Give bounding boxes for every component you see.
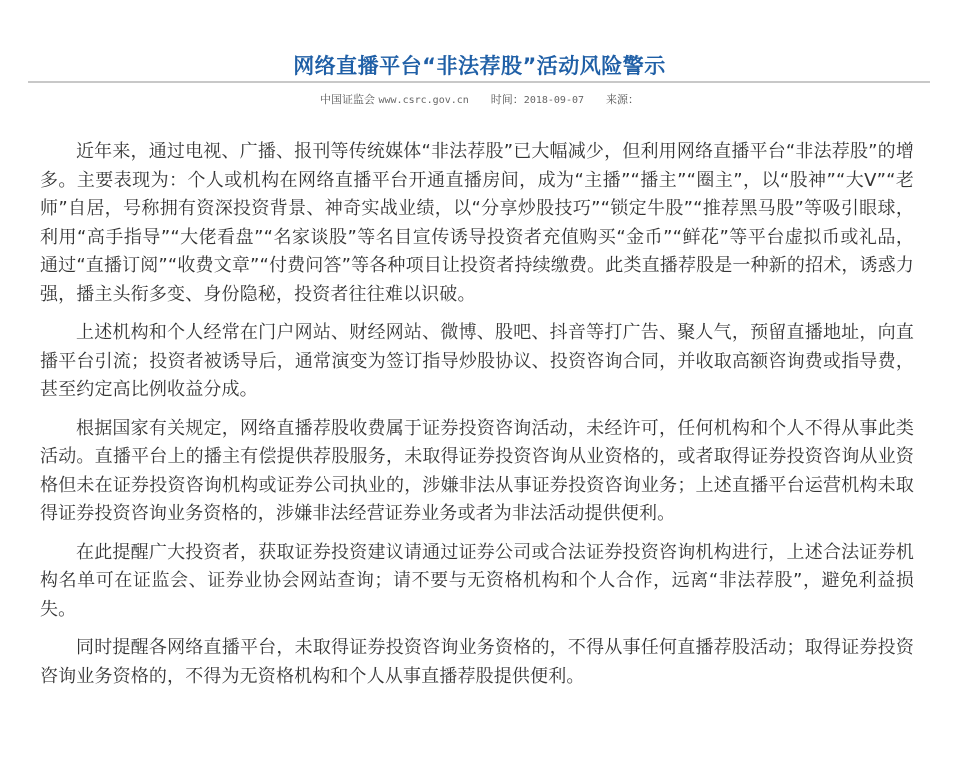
article-body — [40, 138, 914, 701]
source-website: www.csrc.gov.cn — [378, 95, 469, 106]
article-meta — [0, 92, 959, 109]
paragraph-5: 同时提醒各网络直播平台，未取得证券投资咨询业务资格的，不得从事任何直播荐股活动；取得证券投资咨询业务资格的，不得为无资格机构和个人从事直播荐股提供便利。 — [40, 637, 914, 687]
paragraph-3: 根据国家有关规定，网络直播荐股收费属于证券投资咨询活动，未经许可，任何机构和个人不得从事此类活动。直播平台上的播主有偿提供荐股服务，未取得证券投资咨询从业资格的，或者取得证券投资咨询从业资格但未在证券投资咨询机构或证券公司执业的，涉嫌非法从事证券投资咨询业务；上述直播平台运营机构未取得证券投资咨询业务资格的，涉嫌非法经营证券业务或者为非法活动提供便利。 — [40, 417, 914, 524]
source-org: 中国证监会 — [319, 93, 375, 106]
source-label: 来源： — [606, 93, 640, 106]
paragraph-2: 上述机构和个人经常在门户网站、财经网站、微博、股吧、抖音等打广告、聚人气，预留直播地址，向直播平台引流；投资者被诱导后，通常演变为签订指导炒股协议、投资咨询合同，并收取高额咨询费或指导费，甚至约定高比例收益分成。 — [40, 322, 914, 400]
article-title: 网络直播平台“非法荐股”活动风险警示 — [293, 54, 666, 79]
publish-date: 2018-09-07 — [523, 95, 585, 106]
paragraph-1: 近年来，通过电视、广播、报刊等传统媒体“非法荐股”已大幅减少，但利用网络直播平台“非法荐股”的增多。主要表现为：个人或机构在网络直播平台开通直播房间，成为“主播”“播主”“圈主”，以“股神”“大V”“老师”自居，号称拥有资深投资背景、神奇实战业绩，以“分享炒股技巧”“锁定牛股”“推荐黑马股”等吸引眼球，利用“高手指导”“大佬看盘”“名家谈股”等名目宣传诱导投资者充值购买“金币”“鲜花”等平台虚拟币或礼品，通过“直播订阅”“收费文章”“付费问答”等各种项目让投资者持续缴费。此类直播荐股是一种新的招术，诱惑力强，播主头衔多变、身份隐秘，投资者往往难以识破。 — [40, 141, 914, 305]
title-divider — [28, 81, 930, 83]
time-label: 时间： — [490, 93, 524, 106]
paragraph-4: 在此提醒广大投资者，获取证券投资建议请通过证券公司或合法证券投资咨询机构进行，上述合法证券机构名单可在证监会、证券业协会网站查询；请不要与无资格机构和个人合作，远离“非法荐股”，避免利益损失。 — [40, 541, 914, 620]
